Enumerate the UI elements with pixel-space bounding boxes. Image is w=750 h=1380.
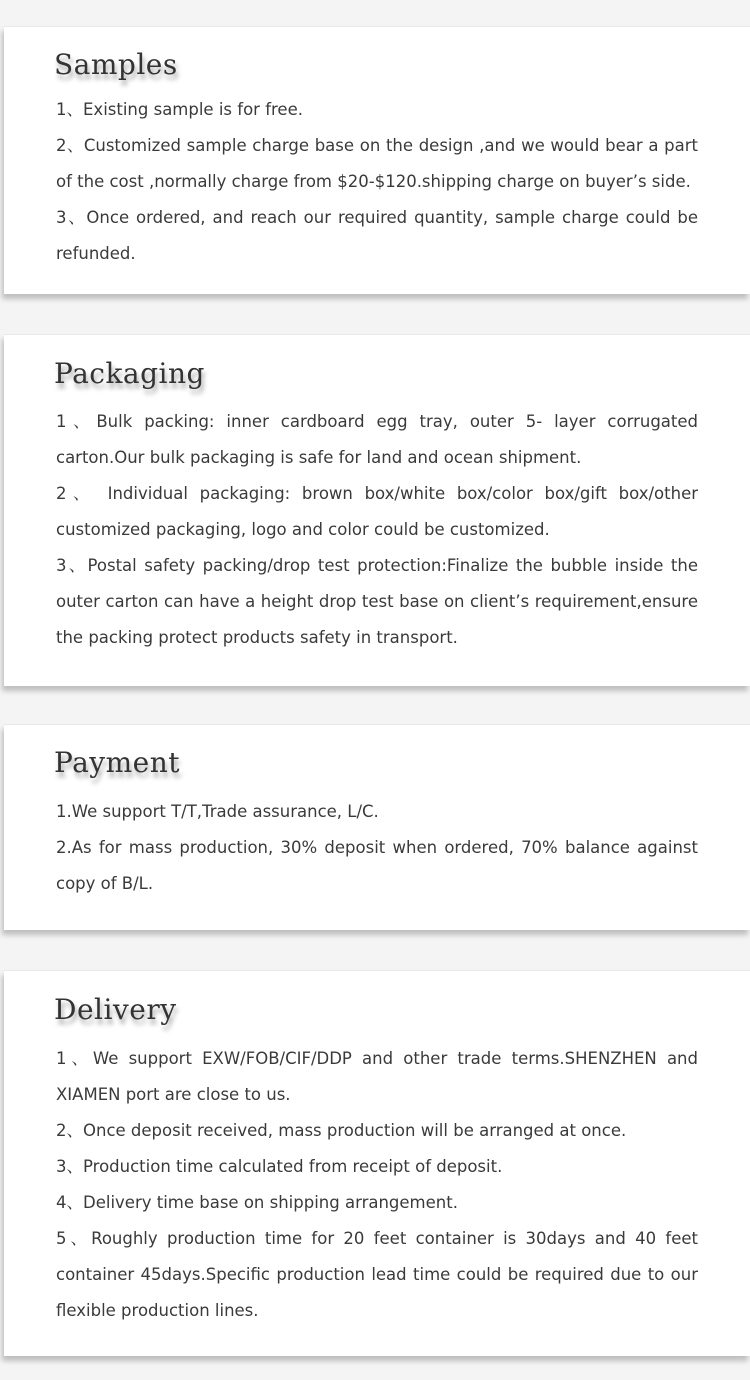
- delivery-item: 5、Roughly production time for 20 feet container is 30days and 40 feet container 45days.Specific production lead time could be required due to our flexible production lines.: [56, 1229, 698, 1320]
- samples-item: 1、Existing sample is for free.: [56, 100, 303, 119]
- packaging-item: 1、Bulk packing: inner cardboard egg tray, outer 5- layer corrugated carton.Our bulk packaging is safe for land and ocean shipment.: [56, 412, 698, 467]
- delivery-list: [56, 1041, 698, 1329]
- delivery-item: 2、Once deposit received, mass production will be arranged at once.: [56, 1121, 627, 1140]
- payment-item: 2.As for mass production, 30% deposit when ordered, 70% balance against copy of B/L.: [56, 838, 698, 893]
- samples-list: [56, 92, 698, 272]
- samples-card: [4, 26, 750, 294]
- samples-item: 2、Customized sample charge base on the design ,and we would bear a part of the cost ,normally charge from $20-$120.shipping charge on buyer’s side.: [56, 136, 698, 191]
- payment-title: Payment: [54, 746, 180, 779]
- delivery-title: Delivery: [54, 993, 177, 1026]
- payment-item: 1.We support T/T,Trade assurance, L/C.: [56, 802, 379, 821]
- samples-item: 3、Once ordered, and reach our required quantity, sample charge could be refunded.: [56, 208, 698, 263]
- packaging-list: [56, 404, 698, 656]
- packaging-item: 2、 Individual packaging: brown box/white box/color box/gift box/other customized packaging, logo and color could be customized.: [56, 484, 698, 539]
- samples-title: Samples: [54, 48, 178, 81]
- payment-card: [4, 724, 750, 930]
- packaging-card: [4, 334, 750, 686]
- packaging-item: 3、Postal safety packing/drop test protection:Finalize the bubble inside the outer carton can have a height drop test base on client’s requirement,ensure the packing protect products safety in transport.: [56, 556, 698, 647]
- delivery-card: [4, 970, 750, 1356]
- delivery-item: 3、Production time calculated from receipt of deposit.: [56, 1157, 503, 1176]
- delivery-item: 1、We support EXW/FOB/CIF/DDP and other trade terms.SHENZHEN and XIAMEN port are close to us.: [56, 1049, 698, 1104]
- payment-list: [56, 794, 698, 902]
- delivery-item: 4、Delivery time base on shipping arrangement.: [56, 1193, 458, 1212]
- packaging-title: Packaging: [54, 357, 205, 390]
